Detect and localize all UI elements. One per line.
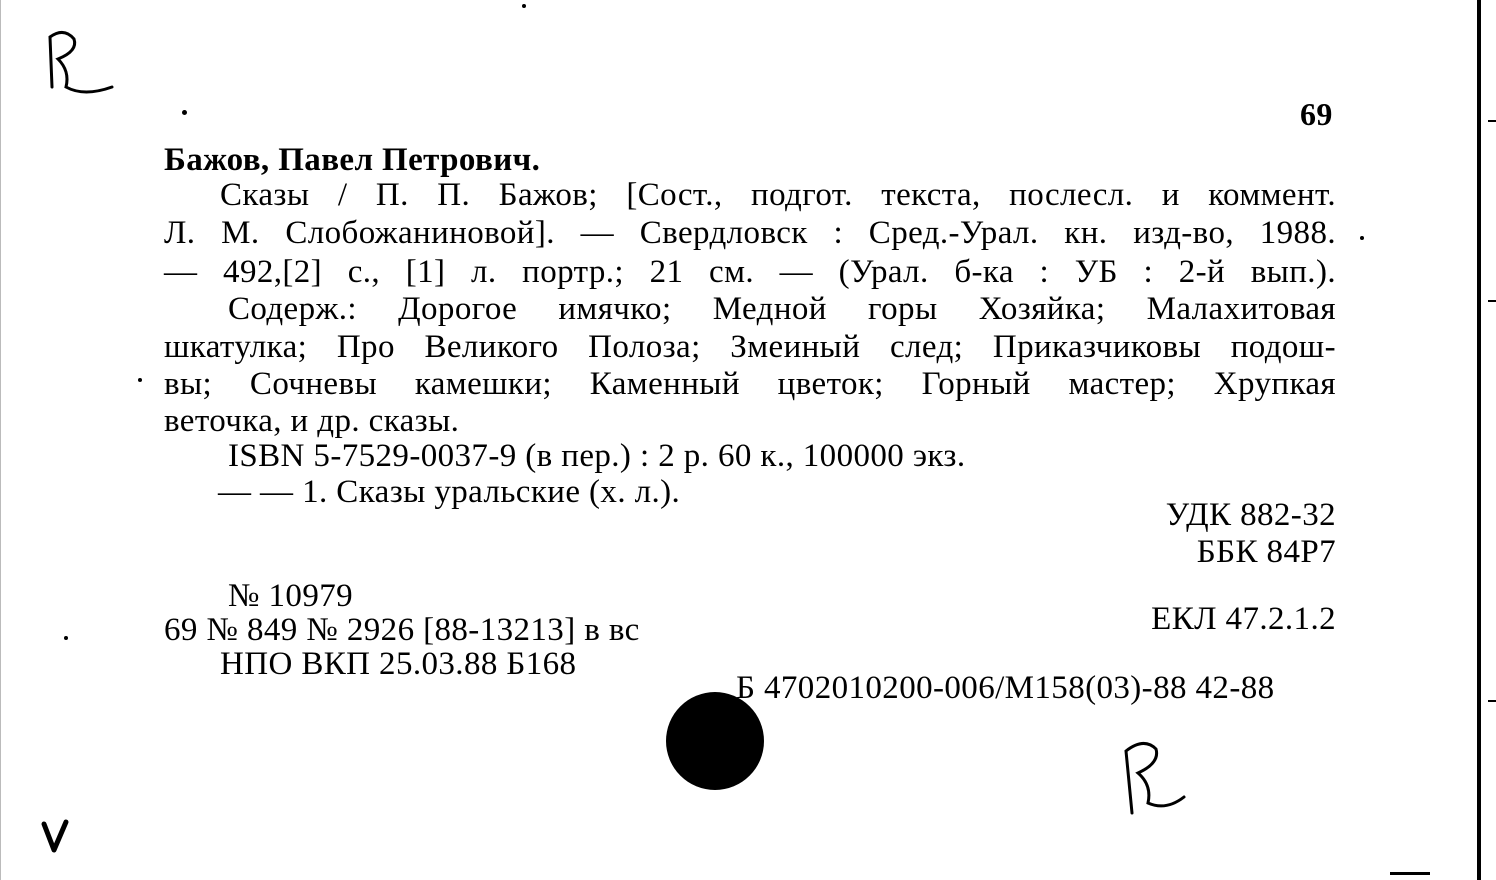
speck	[1360, 236, 1364, 240]
handwritten-mark-top-left	[40, 25, 120, 105]
margin-tick	[1488, 700, 1496, 702]
description-line-3: — 492,[2] с., [1] л. портр.; 21 см. — (Урал. б-ка : УБ : 2-й вып.).	[164, 254, 1336, 290]
description-line-1: Сказы / П. П. Бажов; [Сост., подгот. текста, послесл. и коммент.	[220, 177, 1336, 213]
subject-line: — — 1. Сказы уральские (х. л.).	[218, 474, 681, 510]
udk-code: УДК 882-32	[1165, 497, 1336, 533]
margin-tick	[1488, 120, 1496, 122]
classification-code: Б 4702010200-006/М158(03)-88 42-88	[736, 670, 1275, 706]
record-number: № 10979	[228, 578, 354, 614]
speck	[138, 378, 142, 382]
margin-tick	[1488, 300, 1496, 302]
author-heading: Бажов, Павел Петрович.	[164, 142, 541, 178]
print-line: 69 № 849 № 2926 [88-13213] в вс	[164, 612, 640, 648]
bbk-code: ББК 84Р7	[1196, 534, 1336, 570]
left-scan-edge	[0, 0, 1, 880]
right-scan-edge	[1477, 0, 1481, 880]
description-line-6: вы; Сочневы камешки; Каменный цветок; Горный мастер; Хрупкая	[164, 366, 1336, 402]
description-line-7: веточка, и др. сказы.	[164, 403, 460, 439]
speck	[64, 636, 68, 640]
description-line-4: Содерж.: Дорогое имячко; Медной горы Хозяйка; Малахитовая	[228, 291, 1336, 327]
bottom-edge-tick	[1390, 872, 1430, 875]
handwritten-mark-bottom-right	[1118, 735, 1198, 820]
handwritten-mark-bottom-left	[38, 818, 78, 858]
description-line-5: шкатулка; Про Великого Полоза; Змеиный след; Приказчиковы подош-	[164, 329, 1336, 365]
speck	[182, 110, 187, 115]
page-number: 69	[1300, 96, 1333, 132]
description-line-2: Л. М. Слобожаниновой]. — Свердловск : Сред.-Урал. кн. изд-во, 1988.	[164, 215, 1336, 251]
isbn-line: ISBN 5-7529-0037-9 (в пер.) : 2 р. 60 к., 100000 экз.	[228, 438, 966, 474]
ekl-code: ЕКЛ 47.2.1.2	[1151, 601, 1336, 637]
speck	[522, 4, 526, 8]
punch-hole	[666, 692, 764, 790]
publisher-line: НПО ВКП 25.03.88 Б168	[220, 646, 577, 682]
